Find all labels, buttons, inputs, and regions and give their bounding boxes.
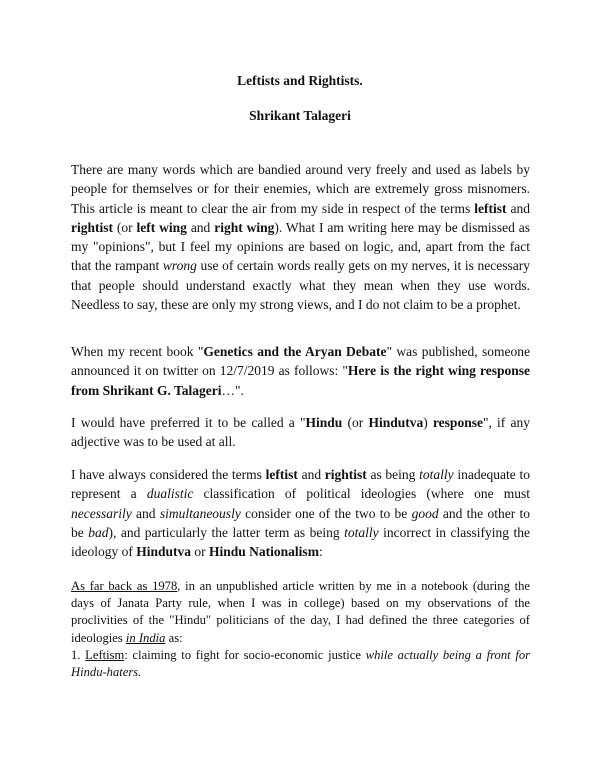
document-author: Shrikant Talageri <box>249 108 351 123</box>
text-run: When my recent book " <box>71 344 204 359</box>
text-run: There are many words which are bandied around very freely and used as labels by people for themselves or for their enemies, which are extremely gross misnomers. This article is meant to clear the air from my side in respect of the terms <box>71 162 530 216</box>
list-number: 1. <box>71 647 86 662</box>
text-run: or <box>191 544 210 560</box>
text-run: and <box>131 505 160 521</box>
text-run: : <box>318 544 323 560</box>
bold-hindu: Hindu <box>305 415 343 430</box>
italic-totally-2: totally <box>344 524 379 540</box>
italic-dualistic: dualistic <box>146 486 194 502</box>
bold-hindutva: Hindutva <box>368 415 424 430</box>
text-run: classification of political ideologies (where one must <box>193 486 530 502</box>
text-run: (or <box>342 415 369 430</box>
text-run: ), and particularly the latter term as being <box>108 524 345 540</box>
italic-front-for-hindu-haters: while actually being a front for Hindu-haters. <box>71 647 531 680</box>
bold-hindu-nationalism: Hindu Nationalism <box>209 544 319 560</box>
paragraph-preference <box>71 413 530 452</box>
text-run: and <box>297 467 325 482</box>
bold-hindutva-2: Hindutva <box>136 544 192 560</box>
text-run: use of certain words really gets on my nerves, it is necessary that people should understand exactly what they mean when they use words. Needless to say, these are only my strong views, and I do not claim to be a prophet. <box>71 258 531 313</box>
underlined-far-back: As far back as 1978 <box>71 579 178 593</box>
italic-totally: totally <box>419 467 454 482</box>
document-title: Leftists and Rightists. <box>237 73 363 88</box>
italic-good: good <box>411 505 439 521</box>
bold-response: response <box>432 415 483 430</box>
underlined-in-india: in India <box>125 630 166 645</box>
italic-wrong: wrong <box>162 258 197 274</box>
bold-rightist: rightist <box>324 467 367 482</box>
italic-simultaneously: simultaneously <box>159 505 241 521</box>
text-run: and <box>186 219 215 235</box>
text-run: as: <box>165 630 183 645</box>
italic-necessarily: necessarily <box>71 505 132 521</box>
bold-term-right-wing: right wing <box>214 219 275 235</box>
text-run: ) <box>423 415 433 430</box>
text-run: ). What I am writing here may be dismissed as my "opinions", but I feel my opinions are based on logic, and, apart from the fact that the rampant <box>71 219 530 274</box>
text-run: : claiming to fight for socio-economic justice <box>124 647 366 662</box>
bold-leftist: leftist <box>265 467 298 482</box>
text-run: inadequate to represent a <box>71 467 530 502</box>
bold-quote: Here is the right wing response from Shrikant G. Talageri <box>71 363 530 398</box>
text-run: incorrect in classifying the ideology of <box>71 524 530 560</box>
bold-term-left-wing: left wing <box>136 219 187 235</box>
text-run: …". <box>221 382 244 398</box>
text-run: I would have preferred it to be called a " <box>71 415 306 430</box>
text-run: I have always considered the terms <box>71 467 266 482</box>
underlined-leftism: Leftism <box>85 647 125 662</box>
text-run: " was published, someone announced it on twitter on 12/7/2019 as follows: " <box>71 344 530 379</box>
text-run: and <box>506 200 530 216</box>
paragraph-terms <box>71 465 530 561</box>
text-run: , in an unpublished article written by me in a notebook (during the days of Janata Party rule, when I was in college) based on my observations of the proclivities of the "Hindu" politicians of the day, I had defined the three categories of ideologies <box>71 579 530 645</box>
text-run: ", if any adjective was to be used at all. <box>71 415 530 450</box>
paragraph-intro <box>71 160 530 314</box>
text-run: and the other to be <box>71 505 530 540</box>
text-run: (or <box>113 219 137 235</box>
bold-term-leftist: leftist <box>474 200 507 216</box>
text-run: consider one of the two to be <box>240 505 412 521</box>
text-run: as being <box>366 467 420 482</box>
paragraph-1978 <box>71 578 530 681</box>
italic-bad: bad <box>88 524 109 540</box>
bold-book-title: Genetics and the Aryan Debate <box>203 344 387 359</box>
bold-term-rightist: rightist <box>71 219 113 235</box>
paragraph-book <box>71 342 530 400</box>
